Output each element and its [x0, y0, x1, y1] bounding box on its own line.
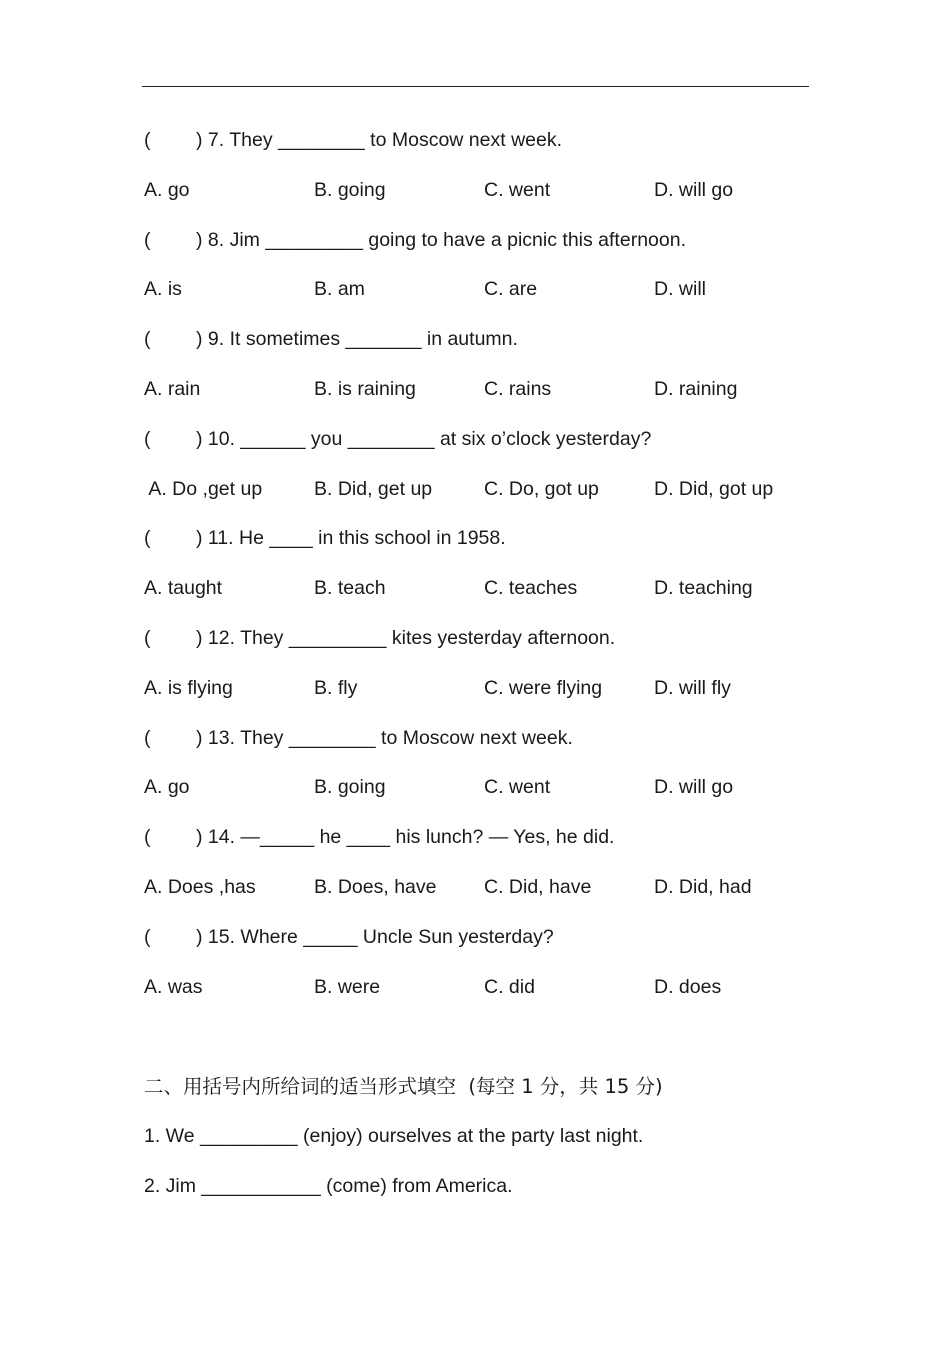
- option-c: C. went: [484, 776, 551, 799]
- option-a: A. is: [144, 278, 182, 301]
- fill-in-item-1: 1. We _________ (enjoy) ourselves at the party last night.: [144, 1124, 644, 1147]
- section-2-title: 二、用括号内所给词的适当形式填空 (每空 1 分，共 15 分): [144, 1075, 663, 1099]
- option-c: C. did: [484, 975, 535, 998]
- question-14: [144, 813, 824, 863]
- option-d: D. will fly: [654, 676, 731, 699]
- top-rule: [142, 86, 809, 87]
- option-c: C. Do, got up: [484, 477, 599, 500]
- question-14-options: [144, 863, 824, 913]
- option-a: A. is flying: [144, 676, 233, 699]
- question-8-options: [144, 265, 824, 315]
- option-d: D. Did, got up: [654, 477, 774, 500]
- option-d: D. raining: [654, 377, 738, 400]
- question-15-options: [144, 963, 824, 1013]
- section-gap: [144, 1012, 824, 1062]
- option-b: B. going: [314, 178, 386, 201]
- answer-bracket: (: [144, 925, 151, 948]
- question-9-options: [144, 365, 824, 415]
- worksheet-content: [144, 116, 824, 1212]
- question-12-options: [144, 664, 824, 714]
- option-c: C. are: [484, 278, 538, 301]
- question-text: ) 10. ______ you ________ at six o’clock yesterday?: [196, 427, 652, 450]
- question-text: ) 9. It sometimes _______ in autumn.: [196, 328, 518, 351]
- option-a: A. taught: [144, 577, 223, 600]
- question-text: ) 15. Where _____ Uncle Sun yesterday?: [196, 925, 554, 948]
- option-b: B. going: [314, 776, 386, 799]
- answer-bracket: (: [144, 826, 151, 849]
- option-d: D. will: [654, 278, 706, 301]
- question-text: ) 7. They ________ to Moscow next week.: [196, 129, 563, 151]
- option-b: B. Did, get up: [314, 477, 433, 500]
- answer-bracket: (: [144, 527, 151, 550]
- option-a: A. Does ,has: [144, 875, 256, 898]
- option-a: A. Do ,get up: [144, 477, 263, 500]
- question-text: ) 12. They _________ kites yesterday afternoon.: [196, 626, 616, 649]
- option-a: A. was: [144, 975, 203, 998]
- option-d: D. does: [654, 975, 722, 998]
- question-text: ) 8. Jim _________ going to have a picnic this afternoon.: [196, 228, 686, 251]
- option-a: A. rain: [144, 377, 201, 400]
- answer-bracket: (: [144, 129, 151, 151]
- answer-bracket: (: [144, 228, 151, 251]
- option-b: B. fly: [314, 676, 358, 699]
- answer-bracket: (: [144, 726, 151, 749]
- option-c: C. Did, have: [484, 875, 592, 898]
- answer-bracket: (: [144, 427, 151, 450]
- answer-bracket: (: [144, 626, 151, 649]
- question-12: [144, 614, 824, 664]
- question-7: [144, 116, 824, 166]
- option-c: C. rains: [484, 377, 552, 400]
- option-b: B. teach: [314, 577, 386, 600]
- question-8: [144, 216, 824, 266]
- question-text: ) 13. They ________ to Moscow next week.: [196, 726, 573, 749]
- fill-in-item-2: 2. Jim ___________ (come) from America.: [144, 1174, 513, 1197]
- question-11-options: [144, 564, 824, 614]
- question-text: ) 14. —_____ he ____ his lunch? — Yes, he did.: [196, 826, 615, 849]
- answer-bracket: (: [144, 328, 151, 351]
- question-11: [144, 514, 824, 564]
- question-text: ) 11. He ____ in this school in 1958.: [196, 527, 506, 550]
- option-b: B. were: [314, 975, 381, 998]
- question-15: [144, 913, 824, 963]
- option-b: B. is raining: [314, 377, 416, 400]
- question-7-options: [144, 166, 824, 216]
- option-d: D. will go: [654, 776, 734, 799]
- question-10: [144, 415, 824, 465]
- option-a: A. go: [144, 776, 190, 799]
- question-10-options: [144, 465, 824, 515]
- option-c: C. teaches: [484, 577, 578, 600]
- option-a: A. go: [144, 178, 190, 201]
- option-b: B. Does, have: [314, 875, 437, 898]
- option-d: D. teaching: [654, 577, 753, 600]
- option-d: D. will go: [654, 178, 734, 201]
- option-b: B. am: [314, 278, 365, 301]
- question-13-options: [144, 763, 824, 813]
- question-13: [144, 714, 824, 764]
- option-c: C. went: [484, 178, 551, 201]
- option-d: D. Did, had: [654, 875, 752, 898]
- question-9: [144, 315, 824, 365]
- option-c: C. were flying: [484, 676, 603, 699]
